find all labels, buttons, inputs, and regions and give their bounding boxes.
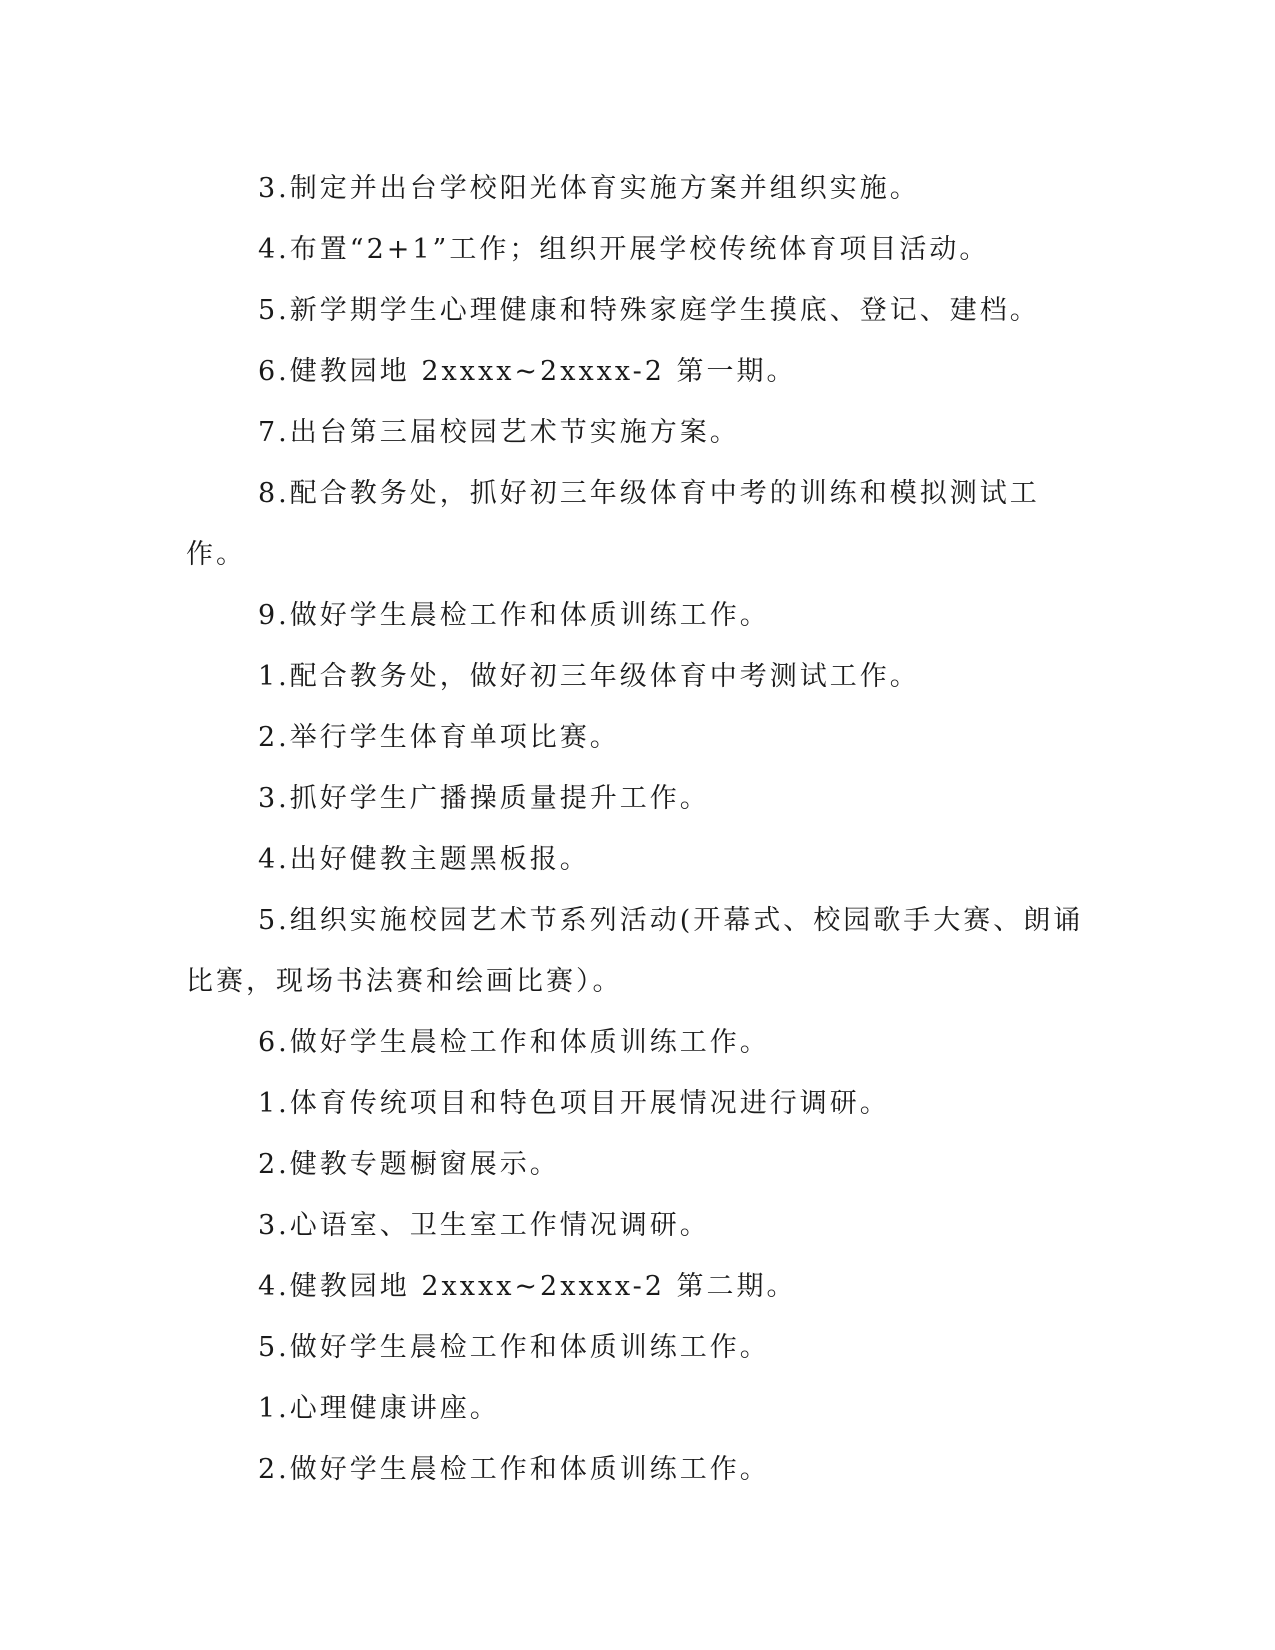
paragraph: 5.新学期学生心理健康和特殊家庭学生摸底、登记、建档。 xyxy=(258,295,1040,326)
paragraph: 3.抓好学生广播操质量提升工作。 xyxy=(258,783,710,814)
paragraph: 6.做好学生晨检工作和体质训练工作。 xyxy=(258,1027,770,1058)
paragraph: 2.做好学生晨检工作和体质训练工作。 xyxy=(258,1454,770,1485)
document-body xyxy=(186,158,1086,1500)
paragraph: 6.健教园地 2xxxx~2xxxx-2 第一期。 xyxy=(258,356,797,387)
paragraph: 4.健教园地 2xxxx~2xxxx-2 第二期。 xyxy=(258,1271,797,1302)
paragraph: 1.配合教务处，做好初三年级体育中考测试工作。 xyxy=(258,661,920,692)
paragraph: 3.制定并出台学校阳光体育实施方案并组织实施。 xyxy=(258,173,920,204)
paragraph: 7.出台第三届校园艺术节实施方案。 xyxy=(258,417,740,448)
paragraph: 5.做好学生晨检工作和体质训练工作。 xyxy=(258,1332,770,1363)
paragraph: 5.组织实施校园艺术节系列活动(开幕式、校园歌手大赛、朗诵比赛，现场书法赛和绘画比赛）。 xyxy=(186,905,1084,997)
paragraph: 2.健教专题橱窗展示。 xyxy=(258,1149,560,1180)
paragraph: 1.体育传统项目和特色项目开展情况进行调研。 xyxy=(258,1088,890,1119)
paragraph: 4.布置“2+1”工作；组织开展学校传统体育项目活动。 xyxy=(258,234,990,265)
paragraph: 8.配合教务处，抓好初三年级体育中考的训练和模拟测试工作。 xyxy=(186,478,1040,570)
paragraph: 4.出好健教主题黑板报。 xyxy=(258,844,590,875)
paragraph: 3.心语室、卫生室工作情况调研。 xyxy=(258,1210,710,1241)
paragraph: 9.做好学生晨检工作和体质训练工作。 xyxy=(258,600,770,631)
paragraph: 2.举行学生体育单项比赛。 xyxy=(258,722,620,753)
paragraph: 1.心理健康讲座。 xyxy=(258,1393,500,1424)
